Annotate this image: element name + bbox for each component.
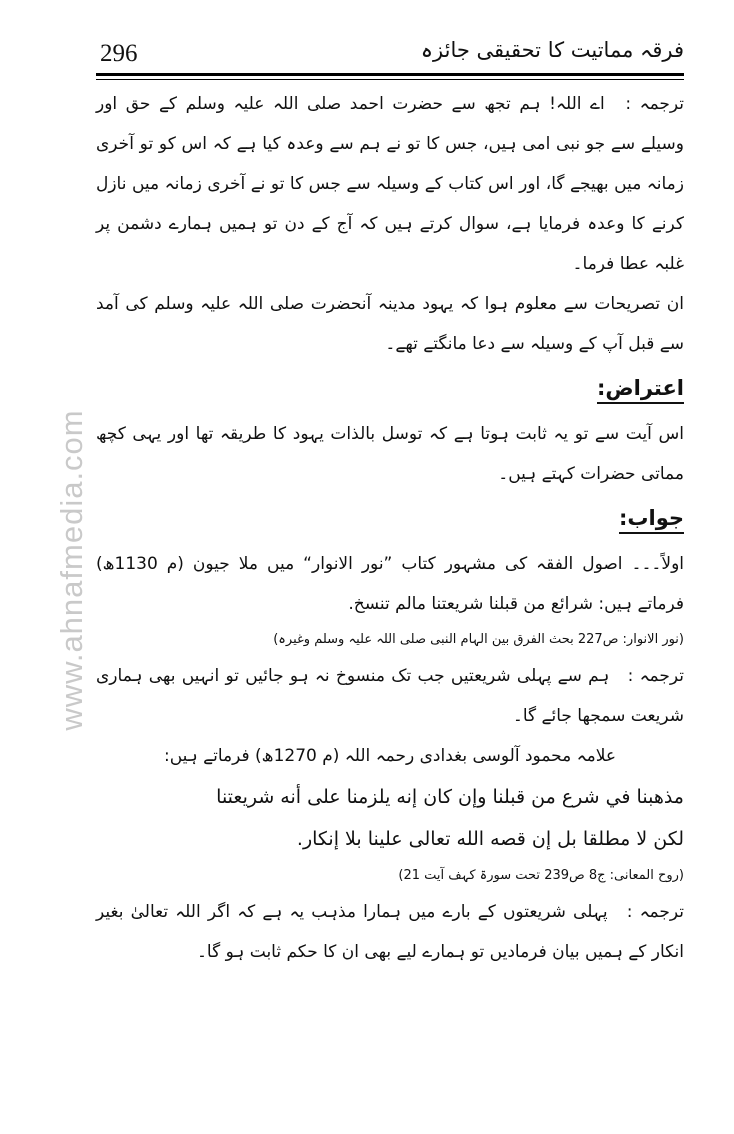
translation-paragraph-3 [96, 892, 684, 972]
paragraph-alusi: علامہ محمود آلوسی بغدادی رحمہ اللہ (م 1270ھ) فرماتے ہیں: [164, 746, 616, 766]
reference-citation-2: (روح المعانی: ج8 ص239 تحت سورۃ کہف آیت 21) [398, 868, 684, 883]
page-body [96, 84, 684, 972]
translation-label: ترجمہ : [626, 902, 684, 922]
header-rule-thin [96, 79, 684, 80]
translation-text: ہم سے پہلی شریعتیں جب تک منسوخ نہ ہو جائیں تو انہیں بھی ہماری شریعت سمجھا جائے گا۔ [96, 666, 684, 726]
translation-label: ترجمہ : [625, 94, 685, 114]
paragraph-explanations: ان تصریحات سے معلوم ہوا کہ یہود مدینہ آنحضرت صلی اللہ علیہ وسلم کی آمد سے قبل آپ کے وسیلہ سے دعا مانگتے تھے۔ [96, 294, 684, 354]
translation-text: پہلی شریعتوں کے بارے میں ہمارا مذہب یہ ہے کہ اگر اللہ تعالیٰ بغیر انکار کے ہمیں بیان فرمادیں تو ہمارے لیے بھی ان کا حکم ثابت ہو گا۔ [96, 902, 684, 962]
running-title: فرقہ مماتیت کا تحقیقی جائزہ [420, 38, 684, 62]
translation-text: اے اللہ! ہم تجھ سے حضرت احمد صلی اللہ علیہ وسلم کے حق اور وسیلے سے جو نبی امی ہیں، جس کا تو نے ہم سے وعدہ کیا ہے کہ اس کو تو آخری زمانہ میں بھیجے گا، اور اس کتاب کے وسیلہ سے جس کا تو نے آخری زمانہ میں نازل کرنے کا وعدہ فرمایا ہے، سوال کرتے ہیں کہ آج کے دن تو ہمیں ہمارے دشمن پر غلبہ عطا فرما۔ [96, 94, 684, 274]
translation-label: ترجمہ : [627, 666, 684, 686]
header-rule-thick [96, 73, 684, 76]
translation-paragraph-1 [96, 84, 684, 284]
answer-heading: جواب: [96, 496, 684, 540]
reference-citation-1: (نور الانوار: ص227 بحث الفرق بین الہام النبی صلی اللہ علیہ وسلم وغیرہ) [273, 632, 684, 647]
arabic-quote-line-1: مذهبنا في شرع من قبلنا وإن كان إنه يلزمنا على أنه شريعتنا [216, 786, 684, 808]
watermark: www.ahnafmedia.com [54, 409, 89, 731]
page-number: 296 [100, 40, 138, 67]
paragraph-answer-1: اولاً۔۔۔ اصول الفقہ کی مشہور کتاب ”نور الانوار“ میں ملا جیون (م 1130ھ) فرماتے ہیں: شرائع من قبلنا شریعتنا مالم تنسخ. [96, 554, 684, 614]
arabic-quote-line-2: لكن لا مطلقا بل إن قصه الله تعالى علينا بلا إنكار. [296, 828, 684, 850]
objection-heading: اعتراض: [96, 366, 684, 410]
paragraph-objection: اس آیت سے تو یہ ثابت ہوتا ہے کہ توسل بالذات یہود کا طریقہ تھا اور یہی کچھ مماتی حضرات کہتے ہیں۔ [96, 424, 684, 484]
translation-paragraph-2 [96, 656, 684, 736]
